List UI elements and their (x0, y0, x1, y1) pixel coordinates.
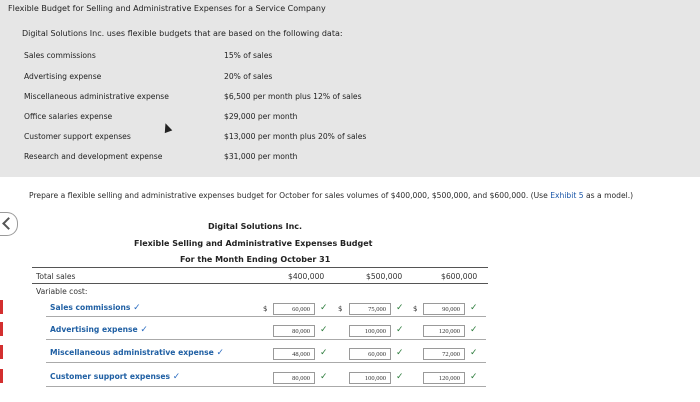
row-label-text: Miscellaneous administrative expense (50, 348, 214, 357)
row-label-misc-admin (50, 348, 224, 358)
check-icon: ✓ (470, 348, 478, 358)
input-sales-commissions-500k[interactable]: 75,000 (349, 303, 391, 315)
variable-cost-label: Variable cost: (36, 287, 88, 296)
dollar-sign: $ (263, 305, 268, 313)
back-arrow-icon[interactable] (0, 212, 18, 236)
instructions (29, 190, 689, 201)
dollar-sign: $ (338, 305, 343, 313)
input-advertising-500k[interactable]: 100,000 (349, 325, 391, 337)
exhibit-link[interactable]: Exhibit 5 (550, 191, 584, 200)
row-divider (46, 386, 486, 387)
row-marker (0, 300, 3, 314)
row-label-text: Sales commissions (50, 303, 131, 312)
row-label-sales-commissions (50, 303, 141, 313)
table-header-rule (32, 283, 488, 284)
row-label-advertising (50, 325, 148, 335)
row-marker (0, 369, 3, 383)
input-sales-commissions-400k[interactable]: 60,000 (273, 303, 315, 315)
check-icon: ✓ (396, 303, 404, 313)
config-label-office-salaries: Office salaries expense (24, 112, 113, 121)
instructions-text: Prepare a flexible selling and administrative expenses budget for October for sales volumes of $400,000, $500,000, and $600,000. (Use (29, 191, 551, 200)
check-icon: ✓ (320, 303, 328, 313)
dollar-sign: $ (413, 305, 418, 313)
check-icon: ✓ (320, 325, 328, 335)
total-sales-label: Total sales (36, 272, 76, 281)
row-divider (46, 362, 486, 363)
row-marker (0, 345, 3, 359)
input-misc-admin-600k[interactable]: 72,000 (423, 348, 465, 360)
config-value-advertising: 20% of sales (224, 72, 273, 81)
budget-period: For the Month Ending October 31 (180, 255, 331, 264)
config-label-research-development: Research and development expense (24, 152, 163, 161)
input-customer-support-400k[interactable]: 80,000 (273, 372, 315, 384)
row-label-customer-support (50, 372, 180, 382)
budget-company-name: Digital Solutions Inc. (208, 222, 303, 231)
row-label-text: Advertising expense (50, 325, 138, 334)
check-icon: ✓ (140, 325, 148, 335)
input-advertising-400k[interactable]: 80,000 (273, 325, 315, 337)
table-top-rule (32, 267, 488, 268)
check-icon: ✓ (470, 303, 478, 313)
check-icon: ✓ (396, 325, 404, 335)
config-value-sales-commissions: 15% of sales (224, 51, 273, 60)
config-value-customer-support: $13,000 per month plus 20% of sales (224, 132, 367, 141)
config-value-office-salaries: $29,000 per month (224, 112, 298, 121)
input-misc-admin-500k[interactable]: 60,000 (349, 348, 391, 360)
config-value-misc-admin: $6,500 per month plus 12% of sales (224, 92, 362, 101)
column-header-600k: $600,000 (441, 272, 478, 281)
check-icon: ✓ (216, 348, 224, 358)
instructions-text-end: as a model.) (583, 191, 634, 200)
check-icon: ✓ (396, 348, 404, 358)
input-sales-commissions-600k[interactable]: 90,000 (423, 303, 465, 315)
check-icon: ✓ (133, 303, 141, 313)
row-marker (0, 322, 3, 336)
input-advertising-600k[interactable]: 120,000 (423, 325, 465, 337)
config-label-sales-commissions: Sales commissions (24, 51, 96, 60)
config-label-customer-support: Customer support expenses (24, 132, 131, 141)
config-label-misc-admin: Miscellaneous administrative expense (24, 92, 169, 101)
row-label-text: Customer support expenses (50, 372, 171, 381)
column-header-400k: $400,000 (288, 272, 325, 281)
input-misc-admin-400k[interactable]: 48,000 (273, 348, 315, 360)
problem-intro: Digital Solutions Inc. uses flexible budgets that are based on the following data: (22, 29, 343, 38)
check-icon: ✓ (470, 372, 478, 382)
check-icon: ✓ (470, 325, 478, 335)
config-label-advertising: Advertising expense (24, 72, 102, 81)
budget-title: Flexible Selling and Administrative Expenses Budget (134, 239, 373, 248)
row-divider (46, 339, 486, 340)
column-header-500k: $500,000 (366, 272, 403, 281)
problem-statement-panel (0, 0, 700, 177)
problem-title: Flexible Budget for Selling and Administrative Expenses for a Service Company (8, 4, 326, 13)
input-customer-support-500k[interactable]: 100,000 (349, 372, 391, 384)
config-value-research-development: $31,000 per month (224, 152, 298, 161)
check-icon: ✓ (396, 372, 404, 382)
row-divider (46, 316, 486, 317)
check-icon: ✓ (320, 348, 328, 358)
check-icon: ✓ (320, 372, 328, 382)
input-customer-support-600k[interactable]: 120,000 (423, 372, 465, 384)
check-icon: ✓ (172, 372, 181, 382)
